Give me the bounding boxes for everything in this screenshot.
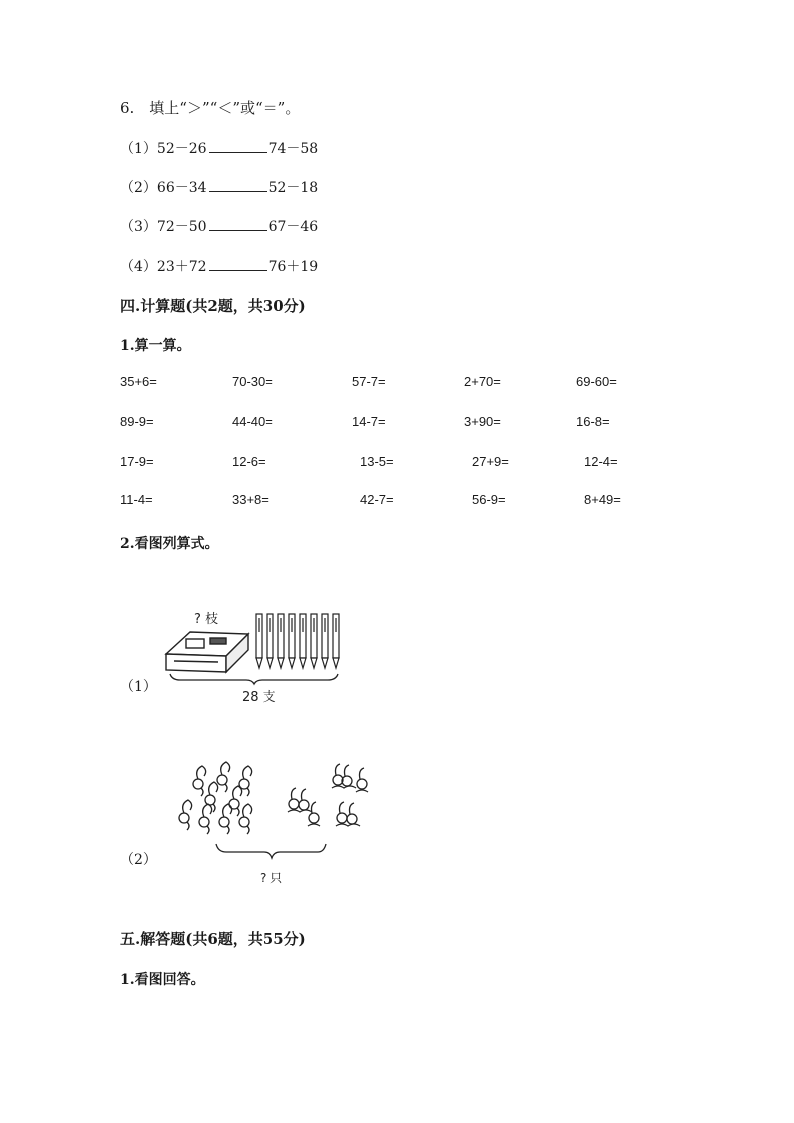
right-expr: 76＋19 [268,259,319,275]
compare-item-1 [120,138,318,158]
answer-blank[interactable] [209,229,267,231]
calc-problem: 42-7= [360,492,394,507]
left-expr: 23＋72 [156,259,207,275]
calc-problem: 16-8= [576,414,610,429]
item-label: （1） [120,141,157,157]
calc-problem: 33+8= [232,492,269,507]
section4-q1-title: 1.算一算。 [120,338,191,354]
q6-heading: 6. 填上“＞”“＜”或“＝”。 [120,99,301,117]
calc-problem: 8+49= [584,492,621,507]
calc-problem: 27+9= [472,454,509,469]
right-expr: 74－58 [268,141,319,157]
right-expr: 52－18 [268,180,319,196]
right-animal-group-icon [288,764,368,826]
compare-item-3 [120,216,318,236]
pencil-box-icon [166,632,248,672]
answer-blank[interactable] [209,190,267,192]
calc-problem: 13-5= [360,454,394,469]
calc-problem: 12-4= [584,454,618,469]
section5-q1-title: 1.看图回答。 [120,972,205,988]
picture1-label: （1） [120,679,157,695]
compare-item-2 [120,177,318,197]
animals-illustration [170,758,390,888]
answer-blank[interactable] [209,269,267,271]
calc-problem: 69-60= [576,374,617,389]
calc-problem: 11-4= [120,492,153,507]
picture2-label: （2） [120,852,157,868]
calc-problem: 56-9= [472,492,506,507]
calc-problem: 35+6= [120,374,157,389]
left-animal-group-icon [179,762,252,834]
section4-title: 四.计算题(共2题，共30分) [120,297,306,315]
calc-problem: 70-30= [232,374,273,389]
total-brace [170,674,338,684]
calc-problem: 14-7= [352,414,386,429]
left-expr: 66－34 [156,180,207,196]
group-brace [216,844,326,858]
item-label: （3） [120,219,157,235]
calc-problem: 3+90= [464,414,501,429]
pencil-box-illustration [160,604,350,710]
unknown-count-label: ? 枝 [194,612,219,627]
section5-title: 五.解答题(共6题，共55分) [120,930,306,948]
calc-problem: 17-9= [120,454,154,469]
calc-problem: 44-40= [232,414,273,429]
item-label: （2） [120,180,157,196]
total-count-label: 28 支 [242,690,276,705]
left-expr: 72－50 [156,219,207,235]
compare-item-4 [120,256,318,276]
calc-problem: 12-6= [232,454,266,469]
answer-blank[interactable] [209,151,267,153]
unknown-total-label: ? 只 [260,871,283,885]
calc-problem: 57-7= [352,374,386,389]
left-expr: 52－26 [156,141,207,157]
item-label: （4） [120,259,157,275]
calc-problem: 89-9= [120,414,154,429]
pencils-icon [256,614,339,668]
calc-problem: 2+70= [464,374,501,389]
right-expr: 67－46 [268,219,319,235]
section4-q2-title: 2.看图列算式。 [120,536,219,552]
